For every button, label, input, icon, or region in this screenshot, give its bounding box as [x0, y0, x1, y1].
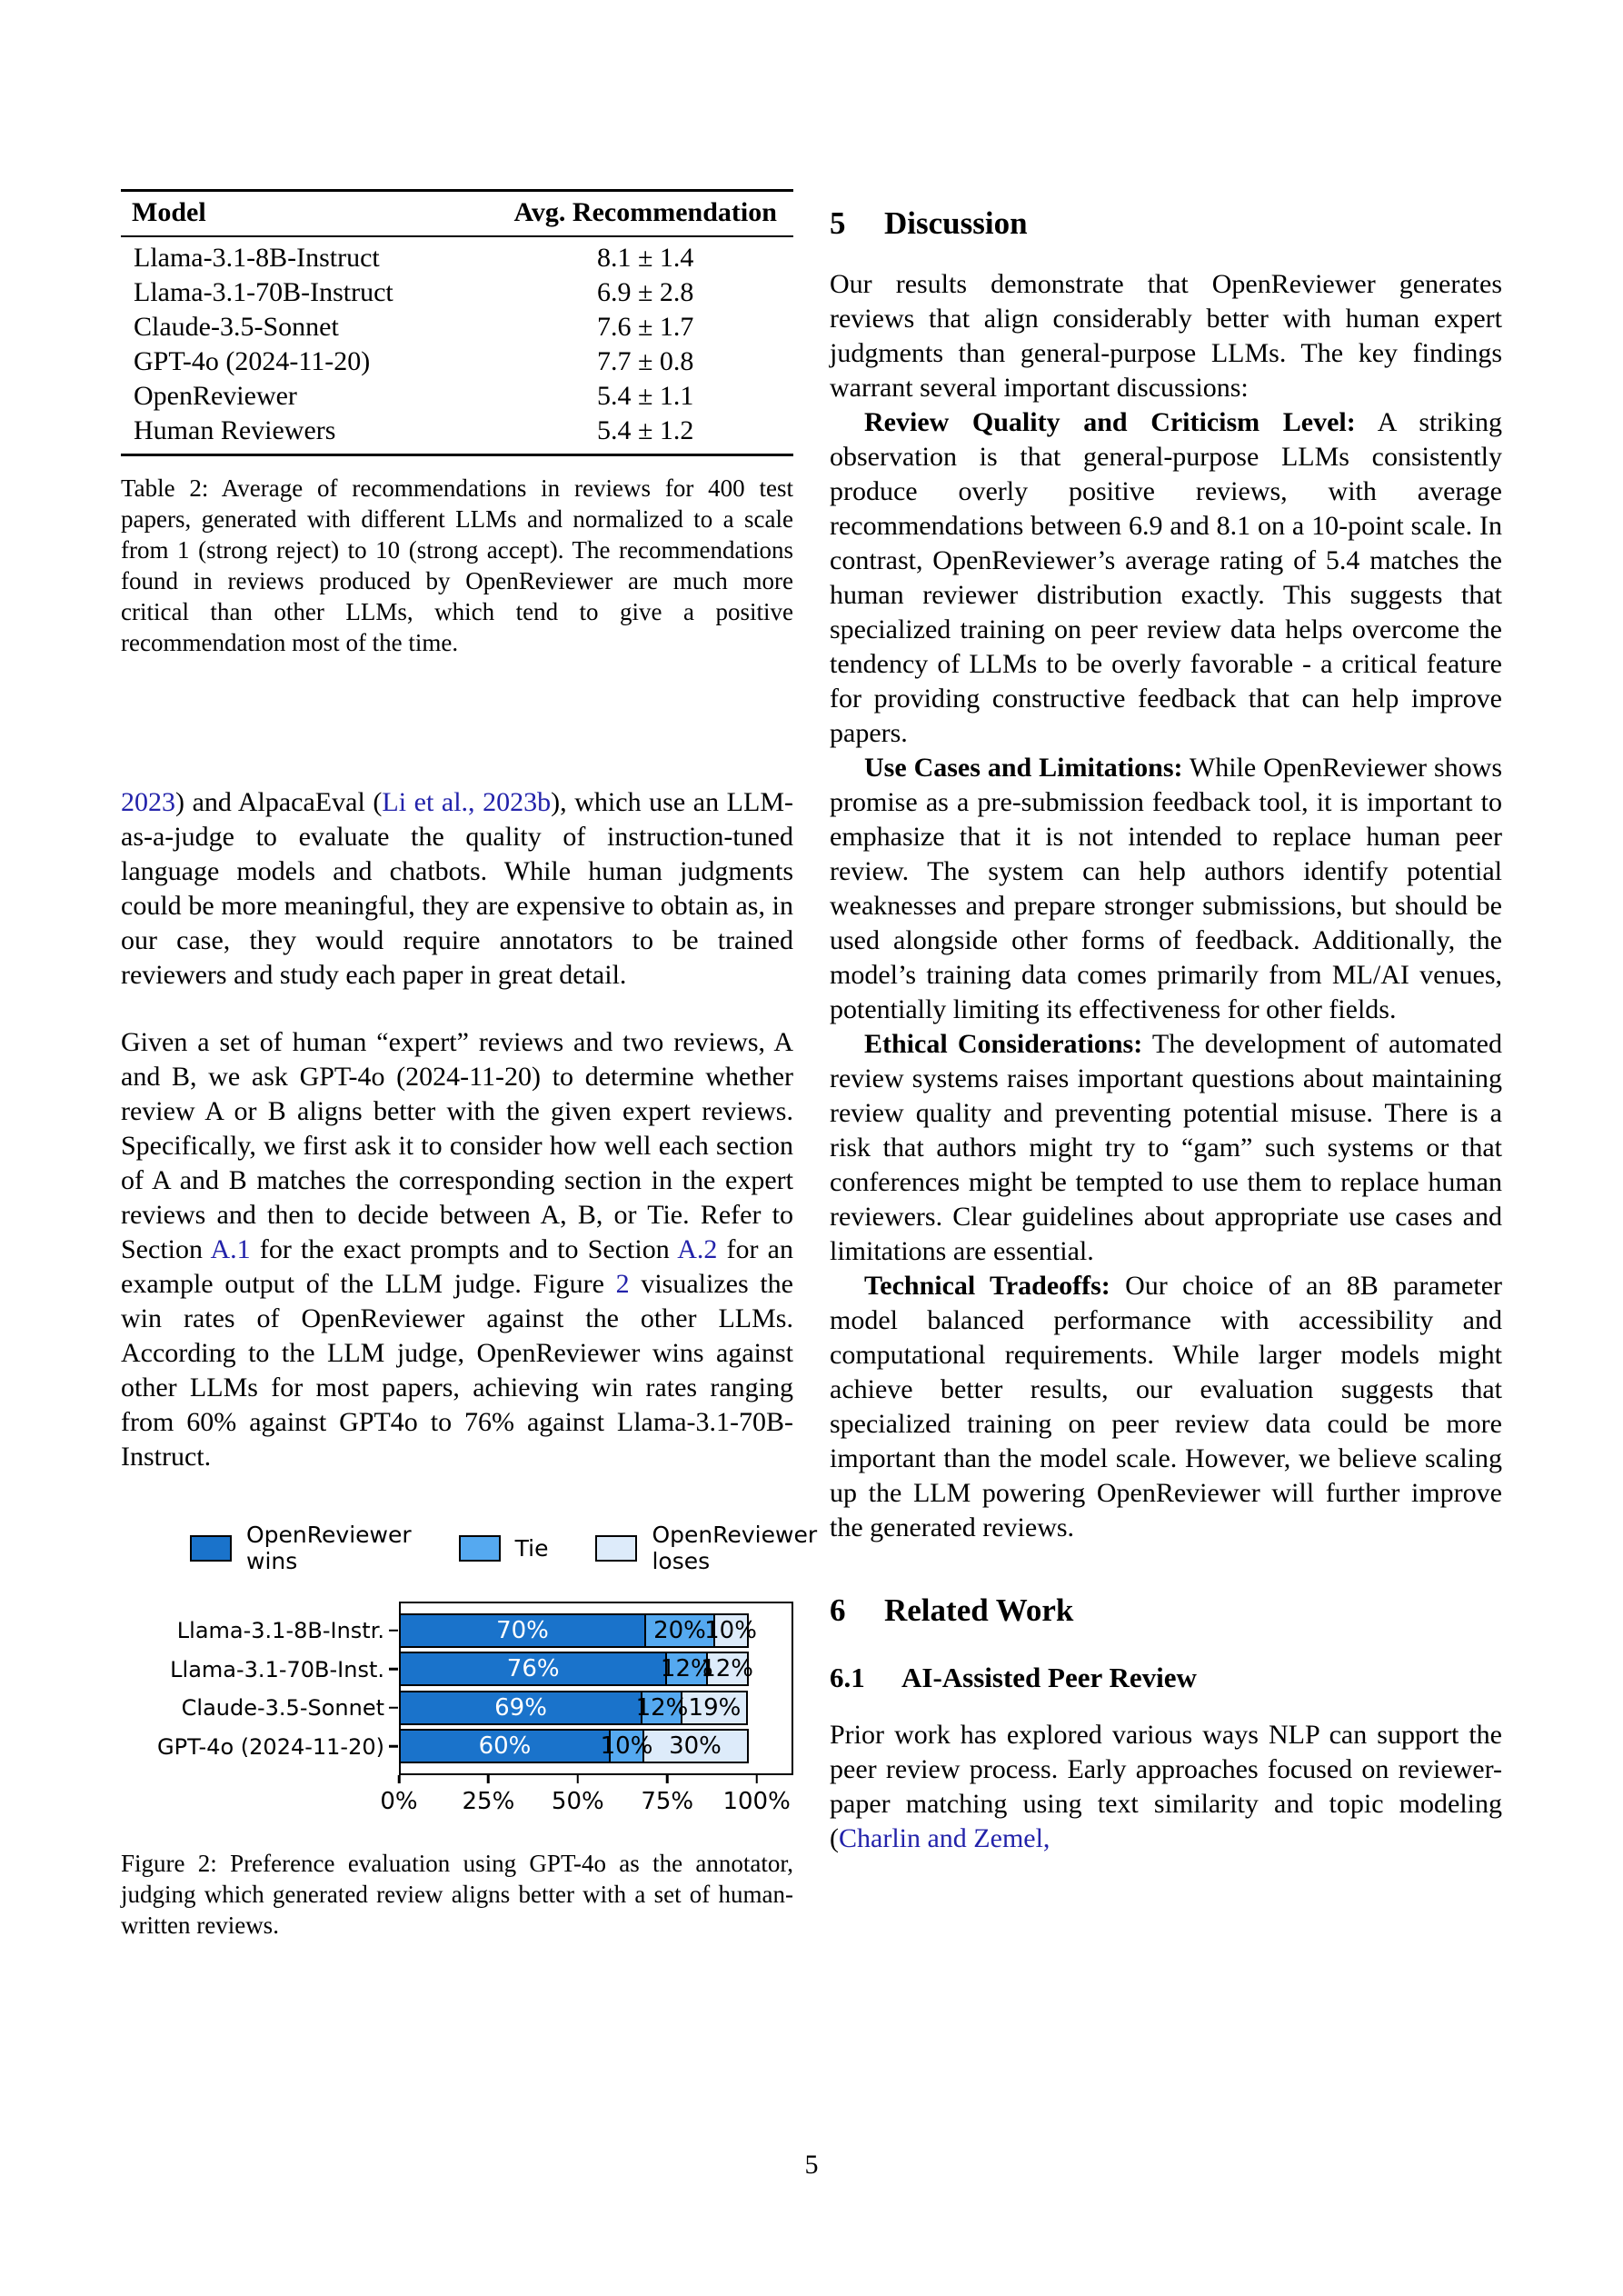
x-tick-label: 100%	[722, 1787, 791, 1815]
bar-value-label: 30%	[669, 1732, 722, 1760]
text-segment: visualizes the win rates of OpenReviewer against the other LLMs. According to the LLM judge, OpenReviewer wins against other LLMs for most papers, achieving win rates ranging from 60% against GPT4o to 76% against Llama-3.1-70B-Instruct.	[121, 1269, 793, 1472]
table-row	[121, 236, 793, 275]
bar-row-2	[401, 1652, 792, 1686]
legend-swatch-wins	[190, 1535, 232, 1562]
model-cell: GPT-4o (2024-11-20)	[134, 346, 371, 376]
bold-lead-in: Review Quality and Criticism Level:	[864, 407, 1356, 437]
x-tick-label: 75%	[641, 1787, 694, 1815]
value-cell: 7.7 ± 0.8	[596, 346, 694, 376]
table-row	[121, 414, 793, 455]
bold-lead-in: Technical Tradeoffs:	[864, 1271, 1110, 1301]
x-tick-label: 50%	[551, 1787, 604, 1815]
section-title: Discussion	[884, 205, 1028, 241]
bar-segment-loses	[681, 1691, 748, 1725]
table-2-header-row	[121, 191, 793, 237]
bar-segment-wins	[399, 1691, 643, 1725]
bar-segment-tie	[635, 1691, 689, 1725]
bold-lead-in: Ethical Considerations:	[864, 1029, 1143, 1059]
text-segment: ) and AlpacaEval (	[175, 787, 383, 817]
y-tick-mark	[389, 1668, 398, 1671]
x-tick-mark	[398, 1775, 401, 1783]
chart-plot-outer	[380, 1602, 793, 1828]
page-number: 5	[804, 2150, 819, 2180]
table-2-caption: Table 2: Average of recommendations in reviews for 400 test papers, generated with different LLMs and normalized to a scale from 1 (strong reject) to 10 (strong accept). The recommendations found in reviews produced by OpenReviewer are much more critical than other LLMs, which tend to give a positive recommendation most of the time.	[121, 474, 793, 656]
right-column	[830, 0, 1502, 1856]
bar-row-3	[401, 1691, 792, 1725]
table-row	[121, 344, 793, 379]
text-segment: While OpenReviewer shows promise as a pre-submission feedback tool, it is important to emphasize that it is not intended to replace human peer review. The system can help authors identify potential weaknesses and prepare stronger submissions, but should be used alongside other forms of feedback. Additionally, the model’s training data comes primarily from ML/AI venues, potentially limiting its effectiveness for other fields.	[830, 753, 1502, 1024]
text-segment: The development of automated review systems raises important questions about maintaining review quality and preventing potential misuse. There is a risk that authors might try to “gam” such systems or that conferences might be tempted to use them to replace human reviewers. Clear guidelines about appropriate use cases and limitations are essential.	[830, 1029, 1502, 1266]
y-tick-mark	[389, 1629, 398, 1632]
table-2	[121, 189, 793, 456]
value-cell: 5.4 ± 1.2	[596, 415, 694, 445]
y-tick-mark	[389, 1745, 398, 1748]
table-row	[121, 191, 793, 237]
section-number: 6.1	[830, 1662, 865, 1693]
value-cell: 7.6 ± 1.7	[596, 312, 694, 342]
citation-link[interactable]: 2023	[121, 787, 175, 817]
chart-legend	[190, 1522, 818, 1574]
chart-plot-rows	[399, 1602, 793, 1775]
section-6-1-heading	[830, 1660, 1502, 1696]
table-2-body	[121, 236, 793, 455]
chart-xticks	[380, 1775, 793, 1828]
text-segment: for the exact prompts and to Section	[250, 1234, 678, 1264]
bar-segment-tie	[600, 1729, 653, 1763]
x-tick-label: 0%	[380, 1787, 418, 1815]
table-row	[121, 379, 793, 414]
legend-swatch-loses	[595, 1535, 637, 1562]
x-tick-mark	[577, 1775, 580, 1783]
table-2-block	[121, 189, 793, 658]
bar-value-label: 12%	[660, 1655, 713, 1682]
y-axis-label: Llama-3.1-8B-Instr.	[176, 1618, 384, 1643]
column-header: Model	[121, 191, 497, 237]
text-segment: Prior work has explored various ways NLP can support the peer review process. Early approaches focused on reviewer-paper matching using text similarity and topic modeling (	[830, 1720, 1502, 1853]
x-tick-mark	[666, 1775, 669, 1783]
bar-row-4	[401, 1729, 792, 1763]
bar-value-label: 10%	[704, 1616, 757, 1644]
chart-ylabels	[121, 1602, 399, 1828]
y-axis-label: GPT-4o (2024-11-20)	[157, 1733, 384, 1760]
bar-segment-wins	[399, 1729, 612, 1763]
bar-segment-loses	[642, 1729, 749, 1763]
legend-item	[595, 1522, 817, 1574]
legend-label: OpenReviewer wins	[246, 1522, 412, 1574]
bar-value-label: 12%	[701, 1655, 753, 1682]
x-tick-mark	[755, 1775, 758, 1783]
section-ref-a1[interactable]: A.1	[210, 1234, 251, 1264]
paragraph-technical	[830, 1269, 1502, 1545]
paragraph-use-cases	[830, 751, 1502, 1027]
text-segment: ), which use an LLM-as-a-judge to evaluate the quality of instruction-tuned language models and chatbots. While human judgments could be more meaningful, they are expensive to obtain as, in our case, they would require annotators to be trained reviewers and study each paper in great detail.	[121, 787, 793, 990]
citation-link[interactable]: Charlin and Zemel,	[839, 1823, 1050, 1853]
bar-value-label: 12%	[635, 1693, 689, 1722]
legend-label: Tie	[514, 1534, 549, 1562]
paragraph-prior-work	[830, 1718, 1502, 1856]
figure-2-block	[121, 1522, 818, 1941]
value-cell: 8.1 ± 1.4	[596, 243, 694, 273]
section-5-heading	[830, 204, 1502, 244]
legend-swatch-tie	[459, 1535, 501, 1562]
bar-value-label: 70%	[496, 1616, 549, 1644]
model-cell: Human Reviewers	[134, 415, 336, 445]
y-axis-label: Llama-3.1-70B-Inst.	[170, 1656, 384, 1682]
bar-segment-wins	[399, 1652, 668, 1686]
section-ref-a2[interactable]: A.2	[677, 1234, 718, 1264]
paragraph-discussion-intro: Our results demonstrate that OpenReviewer generates reviews that align considerably better with human expert judgments than general-purpose LLMs. The key findings warrant several important discussions:	[830, 269, 1502, 403]
bar-value-label: 76%	[506, 1655, 560, 1682]
bar-segment-wins	[399, 1613, 647, 1648]
x-tick-mark	[487, 1775, 490, 1783]
section-6-heading	[830, 1591, 1502, 1631]
text-segment: Given a set of human “expert” reviews and two reviews, A and B, we ask GPT-4o (2024-11-20) to determine whether review A or B aligns better with the given expert reviews. Specifically, we first ask it to consider how well each section of A and B matches the corresponding section in the expert reviews and then to decide between A, B, or Tie. Refer to Section	[121, 1027, 793, 1264]
legend-item	[459, 1535, 549, 1562]
bar-value-label: 19%	[688, 1693, 742, 1722]
bold-lead-in: Use Cases and Limitations:	[864, 753, 1183, 783]
citation-link[interactable]: Li et al., 2023b	[382, 787, 552, 817]
text-segment: A striking observation is that general-purpose LLMs consistently produce overly positive reviews, with average recommendations between 6.9 and 8.1 on a 10-point scale. In contrast, OpenReviewer’s average rating of 5.4 matches the human reviewer distribution exactly. This suggests that specialized training on peer review data helps overcome the tendency of LLMs to be overly favorable - a critical feature for providing constructive feedback that can help improve papers.	[830, 407, 1502, 748]
bar-segment-loses	[704, 1613, 757, 1648]
column-header: Avg. Recommendation	[497, 191, 793, 237]
left-column	[121, 0, 818, 1941]
model-cell: OpenReviewer	[134, 381, 297, 411]
paragraph-llm-judge	[121, 1025, 793, 1474]
figure-ref-2[interactable]: 2	[615, 1269, 630, 1299]
legend-item	[190, 1522, 412, 1574]
legend-label: OpenReviewer loses	[652, 1522, 818, 1574]
model-cell: Llama-3.1-8B-Instruct	[134, 243, 380, 273]
model-cell: Llama-3.1-70B-Instruct	[134, 277, 393, 307]
bar-segment-loses	[701, 1652, 753, 1686]
y-tick-mark	[389, 1706, 398, 1709]
paragraph-ethical	[830, 1027, 1502, 1269]
paragraph-review-quality	[830, 405, 1502, 751]
section-number: 6	[830, 1592, 846, 1628]
x-tick-label: 25%	[462, 1787, 515, 1815]
value-cell: 5.4 ± 1.1	[596, 381, 694, 411]
bar-value-label: 10%	[600, 1732, 653, 1760]
bar-row-1	[401, 1613, 792, 1648]
table-row	[121, 310, 793, 344]
bar-value-label: 20%	[653, 1616, 706, 1644]
section-title: AI-Assisted Peer Review	[901, 1662, 1197, 1693]
text-segment: for an example output of the LLM judge. Figure	[121, 1234, 793, 1299]
table-row	[121, 275, 793, 310]
paragraph-alpacaeval	[121, 785, 793, 993]
figure-2-caption: Figure 2: Preference evaluation using GPT-4o as the annotator, judging which generated review aligns better with a set of human-written reviews.	[121, 1849, 793, 1939]
section-title: Related Work	[884, 1592, 1074, 1628]
bar-value-label: 60%	[478, 1732, 532, 1760]
bar-value-label: 69%	[494, 1693, 547, 1722]
chart-body	[121, 1602, 793, 1828]
section-number: 5	[830, 205, 846, 241]
text-segment: Our choice of an 8B parameter model balanced performance with accessibility and computational requirements. While larger models might achieve better results, our evaluation suggests that specialized training on peer review data could be more important than the model scale. However, we believe scaling up the LLM powering OpenReviewer will further improve the generated reviews.	[830, 1271, 1502, 1542]
value-cell: 6.9 ± 2.8	[596, 277, 694, 307]
y-axis-label: Claude-3.5-Sonnet	[181, 1695, 384, 1721]
model-cell: Claude-3.5-Sonnet	[134, 312, 339, 342]
